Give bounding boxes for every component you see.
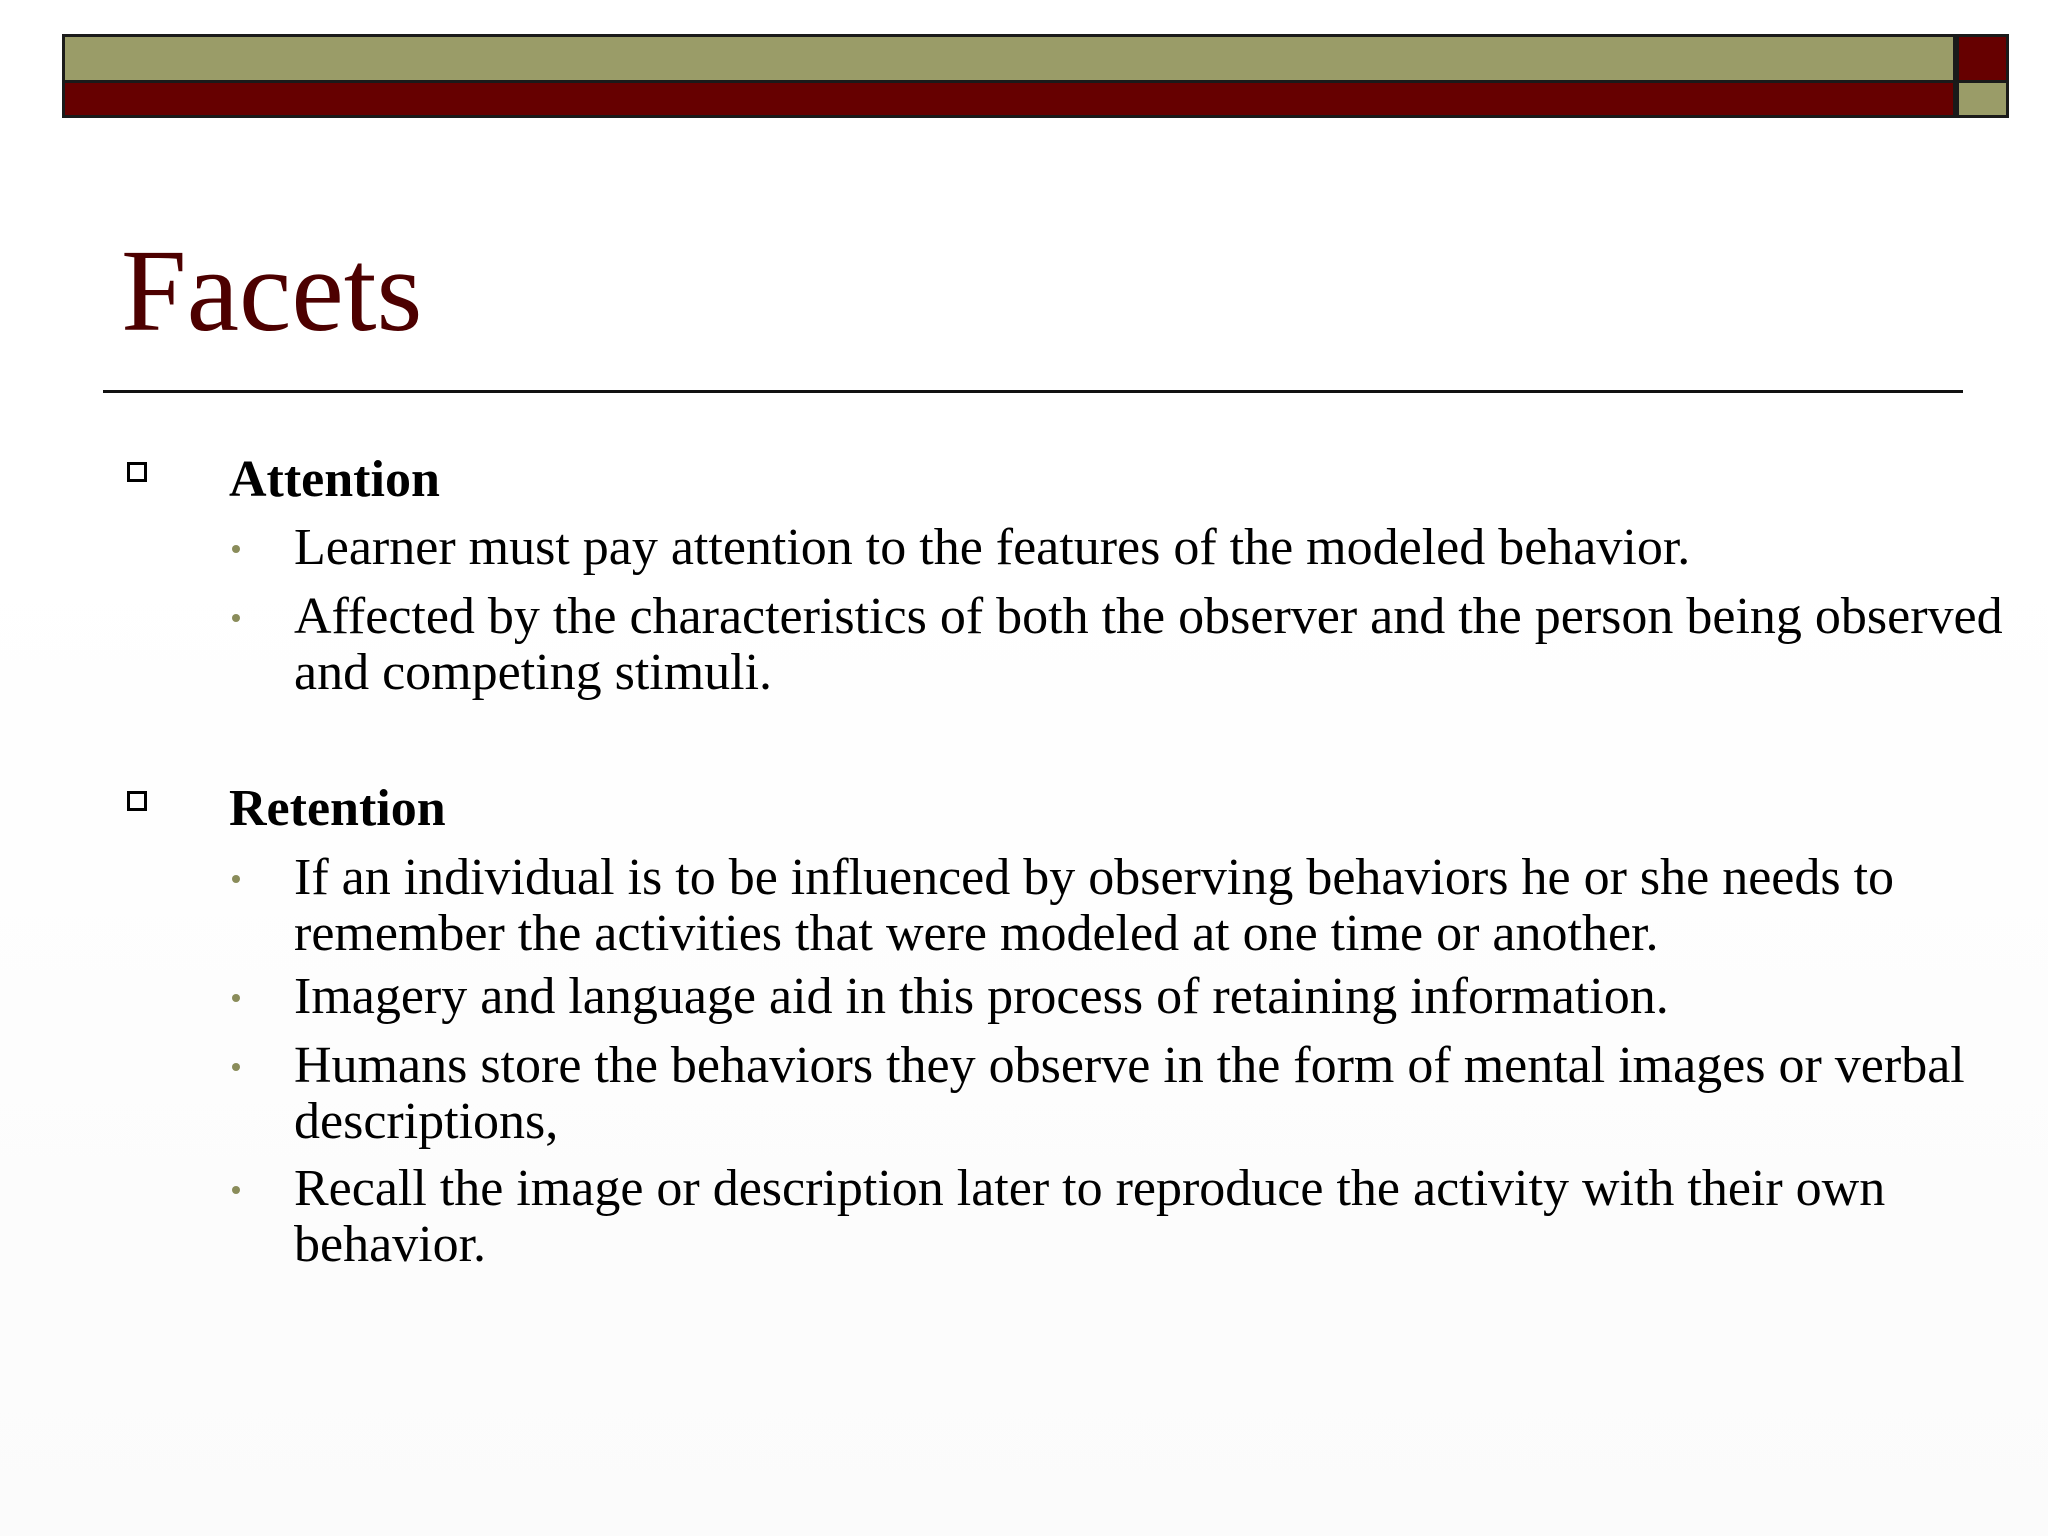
bullet-text: Imagery and language aid in this process of retaining information. [294,968,1669,1025]
square-bullet-icon [127,791,147,811]
sub-bullet-dot-icon [232,545,240,553]
header-corner-maroon-block [1956,34,2009,83]
slide-title: Facets [121,225,423,356]
bullet-text: Learner must pay attention to the features of the modeled behavior. [294,519,1691,576]
sub-bullet-dot-icon [232,1063,240,1071]
bullet-text: Affected by the characteristics of both the observer and the person being observed and competing stimuli. [294,588,2003,701]
title-divider [103,390,1963,393]
bullet-text: Recall the image or description later to reproduce the activity with their own behavior. [294,1160,1886,1273]
bullet-text: If an individual is to be influenced by observing behaviors he or she needs to remember the activities that were modeled at one time or another. [294,849,1895,962]
section-heading-retention: Retention [229,780,446,837]
sub-bullet-dot-icon [232,1186,240,1194]
square-bullet-icon [127,462,147,482]
sub-bullet-dot-icon [232,994,240,1002]
bullet-text: Humans store the behaviors they observe in the form of mental images or verbal descriptions, [294,1037,1965,1150]
sub-bullet-dot-icon [232,614,240,622]
header-banner-maroon-bar [62,83,1956,118]
sub-bullet-dot-icon [232,875,240,883]
header-banner-olive-bar [62,34,1956,83]
section-heading-attention: Attention [229,451,440,508]
header-corner-olive-block [1956,83,2009,118]
